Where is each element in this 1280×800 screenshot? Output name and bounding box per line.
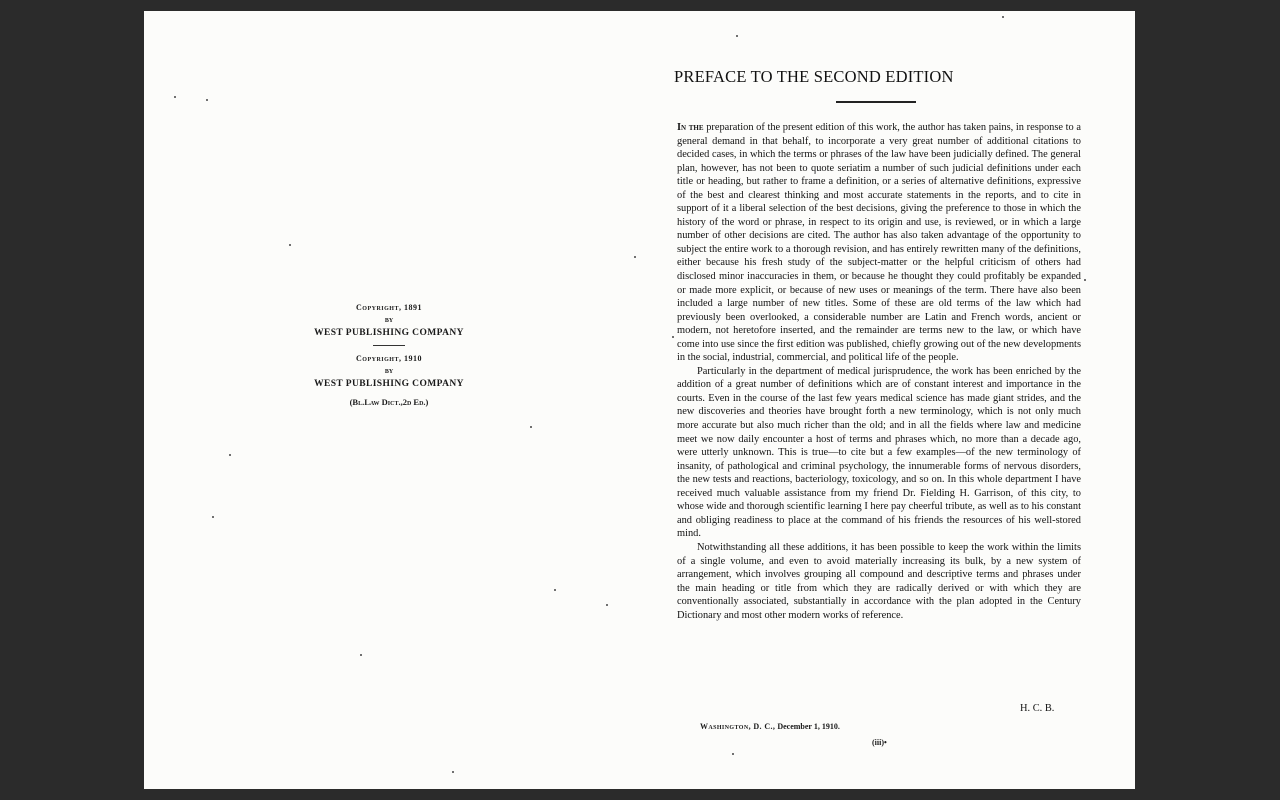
scan-speck	[212, 516, 214, 518]
scan-speck	[732, 753, 734, 755]
scan-speck	[206, 99, 208, 101]
scan-speck	[1084, 279, 1086, 281]
preface-paragraph-3: Notwithstanding all these additions, it has been possible to keep the work within the limits of a single volume, and even to avoid materially increasing its bulk, by a new system of arrangement, which involves grouping all compound and descriptive terms and phrases under the main heading or title from which they are radically derived or with which they are conventionally associated, substantially in accordance with the plan adopted in the Century Dictionary and most other modern works of reference.	[677, 541, 1081, 621]
scan-speck	[229, 454, 231, 456]
scan-speck	[289, 244, 291, 246]
scan-speck	[174, 96, 176, 98]
scan-speck	[606, 604, 608, 606]
scan-speck	[736, 35, 738, 37]
copyright-by-2: BY	[384, 369, 394, 375]
paragraph-1-text: preparation of the present edition of this work, the author has taken pains, in response to a general demand in that behalf, to incorporate a very great number of additional citations to decided cases, in which the terms or phrases of the law have been judicially defined. The general plan, however, has not been to quote seriatim a number of such judicial definitions under each title or heading, but rather to frame a definition, or a series of alternative definitions, expressive of the best and clearest thinking and most accurate statements in the reports, and to cite in support of it a liberal selection of the best decisions, giving the preference to those in which the history of the word or phrase, in respect to its origin and use, is reviewed, or in which a large number of other decisions are cited. The author has also taken advantage of the opportunity to subject the entire work to a thorough revision, and has entirely rewritten many of the definitions, either because his fresh study of the subject-matter or the helpful criticism of others had disclosed minor inaccuracies in them, or because he thought they could profitably be expanded or made more explicit, or because of new uses or meanings of the term. There have also been included a large number of new titles. Some of these are old terms of the law which had previously been overlooked, a considerable number are Latin and French words, ancient or modern, not heretofore inserted, and the remainder are terms new to the law, or which have come into use since the first edition was published, chiefly growing out of the new developments in the social, industrial, commercial, and political life of the people.	[677, 122, 1082, 364]
publisher-name-1: WEST PUBLISHING COMPANY	[314, 328, 464, 338]
place-and-date	[700, 722, 840, 731]
scan-speck	[554, 589, 556, 591]
page-title: PREFACE TO THE SECOND EDITION	[674, 67, 954, 86]
citation-form: (Bl.Law Dict.,2d Ed.)	[349, 397, 429, 407]
scan-speck	[1002, 16, 1004, 18]
paragraph-lead-in: In the	[677, 122, 704, 133]
author-initials: H. C. B.	[1020, 703, 1055, 714]
page-number: (iii)•	[872, 738, 887, 747]
book-page-spread	[144, 11, 1135, 789]
publisher-name-2: WEST PUBLISHING COMPANY	[314, 379, 464, 389]
copyright-divider	[373, 345, 405, 346]
copyright-notice-1910: Copyright, 1910	[356, 354, 422, 363]
preface-paragraph-1	[677, 121, 1081, 365]
copyright-notice-1891: Copyright, 1891	[356, 303, 422, 312]
copyright-block	[304, 303, 474, 408]
preface-paragraph-2: Particularly in the department of medical jurisprudence, the work has been enriched by the addition of a great number of definitions which are of constant interest and importance in the courts. Even in the course of the last few years medical science has made giant strides, and the new discoveries and theories have brought forth a new terminology, which is not only much more accurate but also much richer than the old; and in all the fields where law and medicine meet we now daily encounter a host of terms and phrases which, no more than a decade ago, were utterly unknown. This is true—to cite but a few examples—of the new terminology of insanity, of pathological and criminal psychology, the innumerable forms of nervous disorders, the new tests and reactions, bacteriology, toxicology, and so on. In this whole department I have received much valuable assistance from my friend Dr. Fielding H. Garrison, of this city, to whose wide and thorough scientific learning I here pay cheerful tribute, as well as to his constant and obliging readiness to place at the command of his friends the resources of his well-stored mind.	[677, 365, 1081, 540]
copyright-by-1: BY	[384, 318, 394, 324]
scan-speck	[672, 336, 674, 338]
scan-speck	[634, 256, 636, 258]
scan-speck	[530, 426, 532, 428]
scan-speck	[452, 771, 454, 773]
scan-speck	[360, 654, 362, 656]
preface-body	[677, 121, 1081, 622]
date: December 1, 1910.	[777, 722, 840, 731]
place: Washington, D. C.,	[700, 722, 776, 731]
title-divider	[836, 101, 916, 103]
